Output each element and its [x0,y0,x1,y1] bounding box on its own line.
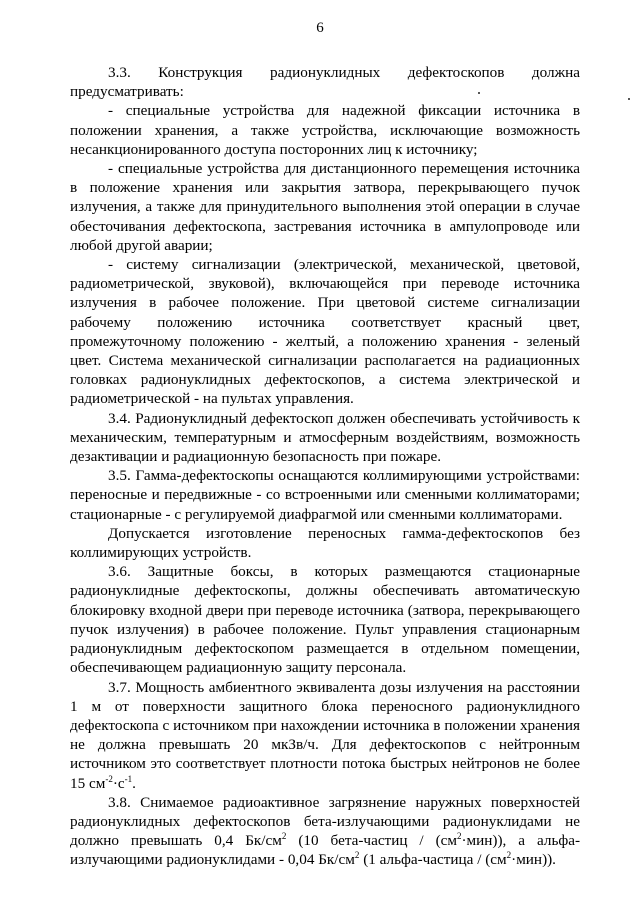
paragraph-3-7-end: . [132,774,136,792]
unit-exponent-2: -1 [124,773,133,784]
paragraph-3-6: 3.6. Защитные боксы, в которых размещаются стационарные радионуклидные дефектоскопы, должны обеспечивать автоматическую блокировку входной двери при переводе источника (затвора, перекрывающего пучок излучения) в рабочее положение. Пульт управления стационарным радионуклидным дефектоскопом размещается в отдельном помещении, обеспечивающем радиационную защиту персонала. [70,563,580,677]
paragraph-3-4: 3.4. Радионуклидный дефектоскоп должен обеспечивать устойчивость к механическим, температурным и атмосферным воздействиям, возможность дезактивации и радиационную безопасность при пожаре. [70,409,580,466]
paragraph-3-7 [70,678,580,793]
paragraph-3-3-remote: - специальные устройства для дистанционного перемещения источника в положение хранения или закрытия затвора, перекрывающего пучок излучения, а также для принудительного выполнения этой операции в случае обесточивания дефектоскопа, застревания источника в ампулопроводе или любой другой аварии; [70,160,580,254]
paragraph-3-8-part-2: (10 бета-частиц / (см [286,832,457,850]
paragraph-3-3-fixation: - специальные устройства для надежной фиксации источника в положении хранения, а также устройства, исключающие возможность несанкционированного доступа посторонних лиц к источнику; [70,102,580,158]
page-number: 6 [316,20,324,36]
paragraph-3-8-part-1: 3.8. Снимаемое радиоактивное загрязнение наружных поверхностей радионуклидных дефектоскопов бета-излучающими радионуклидами не должно превышать 0,4 Бк/см [70,793,580,850]
exponent-2: 2 [457,831,462,842]
document-body [70,63,580,870]
unit-mid: ·с [112,774,125,792]
scan-speck [478,92,480,94]
paragraph-3-5-allowance: Допускается изготовление переносных гамма-дефектоскопов без коллимирующих устройств. [70,524,580,562]
scan-speck [628,98,630,100]
paragraph-3-3-signaling: - систему сигнализации (электрической, механической, цветовой, радиометрической, звуковой), включающейся при переводе источника излучения в рабочее положение. При цветовой системе сигнализации рабочему положению источника соответствует красный цвет, промежуточному положению - желтый, а положению хранения - зеленый цвет. Система механической сигнализации располагается на радиационных головках радионуклидных дефектоскопов, а система электрической и радиометрической - на пультах управления. [70,256,580,408]
paragraph-3-3: 3.3. Конструкция радионуклидных дефектоскопов должна предусматривать: [70,64,580,101]
paragraph-3-8-part-5: ·мин)). [511,851,556,869]
paragraph-3-8-part-3: ·мин)), а альфа-излучающими радионуклидами - 0,04 Бк/см [70,832,581,869]
paragraph-3-8-part-4: (1 альфа-частица / (см [359,851,507,869]
paragraph-3-5: 3.5. Гамма-дефектоскопы оснащаются коллимирующими устройствами: переносные и передвижные - со встроенными или сменными коллиматорами; стационарные - с регулируемой диафрагмой или сменными коллиматорами. [70,467,580,523]
exponent-4: 2 [506,850,512,861]
unit-exponent-1: -2 [105,773,113,784]
paragraph-3-7-text: 3.7. Мощность амбиентного эквивалента дозы излучения на расстоянии 1 м от поверхности защитного блока переносного радионуклидного дефектоскопа с источником при нахождении источника в положении хранения не должна превышать 20 мкЗв/ч. Для дефектоскопов с нейтронным источником это соответствует плотности потока быстрых нейтронов не более 15 см [70,678,580,792]
exponent-1: 2 [281,831,287,842]
exponent-3: 2 [354,850,360,861]
paragraph-3-8 [70,793,580,870]
